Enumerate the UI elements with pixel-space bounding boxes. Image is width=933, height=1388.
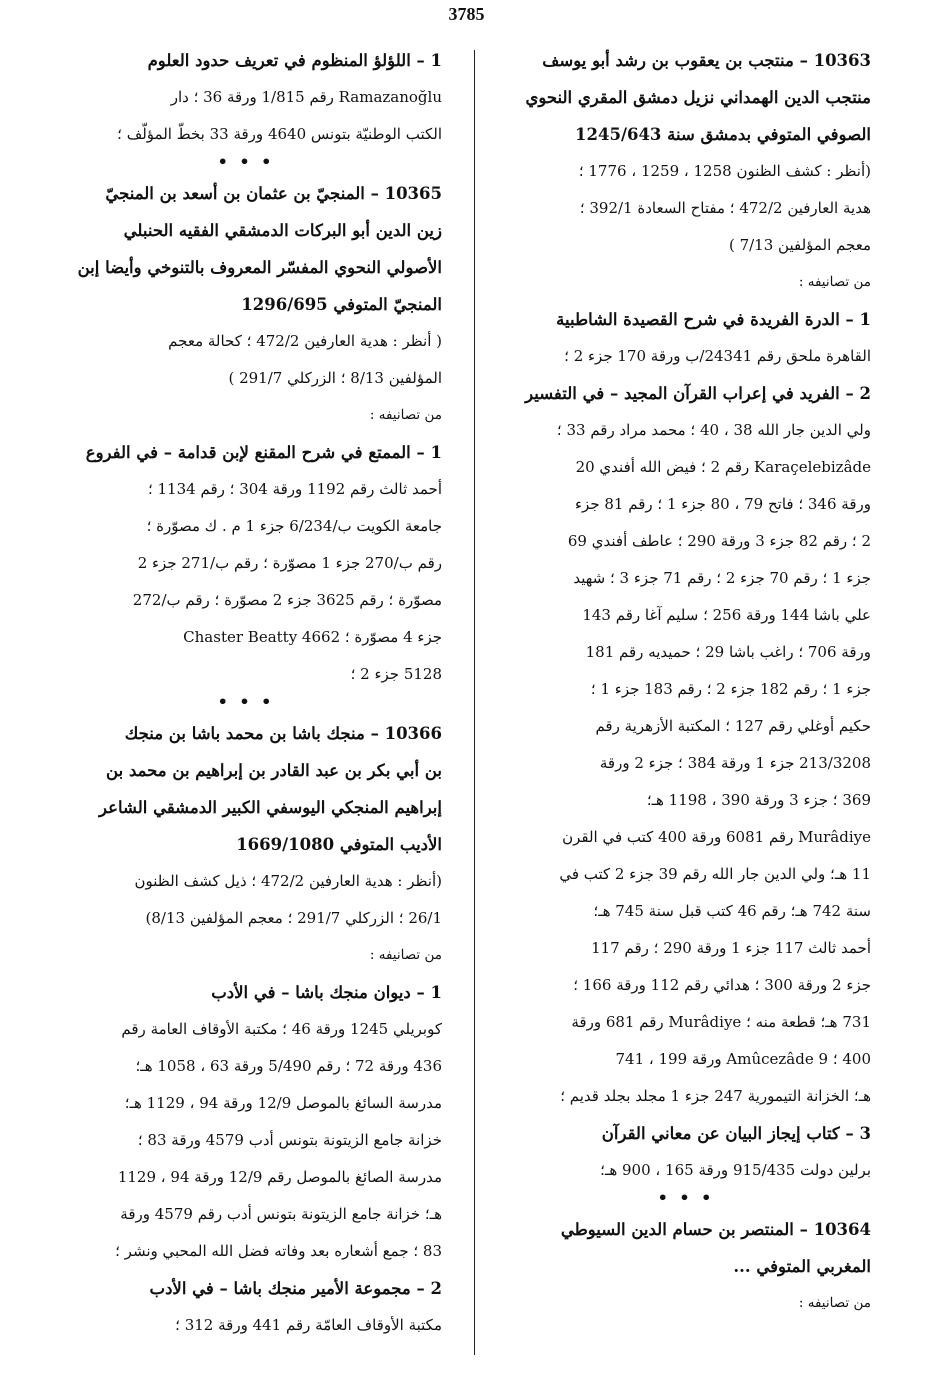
entry-heading-line: 1 – الدرة الفريدة في شرح القصيدة الشاطبية — [556, 310, 871, 329]
entry-text-line: ورقة 346 ؛ فاتح 79 ، 80 جزء 1 ؛ رقم 81 جزء — [575, 495, 871, 513]
entry-text-line: المؤلفين 8/13 ؛ الزركلي 291/7 ) — [228, 369, 442, 387]
entry-text-line: 213/3208 جزء 1 ورقة 384 ؛ جزء 2 ورقة — [599, 754, 871, 772]
page-number: 3785 — [448, 4, 485, 24]
entry-heading-line: إبراهيم المنجكي اليوسفي الكبير الدمشقي الشاعر — [99, 798, 442, 817]
entry-text-line: رقم ب/270 جزء 1 مصوّرة ؛ رقم ب/271 جزء 2 — [137, 554, 442, 572]
entry-heading-line: المغربي المتوفي ... — [733, 1257, 871, 1276]
entry-text-line: جزء 1 ؛ رقم 70 جزء 2 ؛ رقم 71 جزء 3 ؛ شهيد — [573, 569, 871, 587]
entry-text-line: أحمد ثالث رقم 1192 ورقة 304 ؛ رقم 1134 ؛ — [147, 480, 442, 498]
entry-heading-line: بن أبي بكر بن عبد القادر بن إبراهيم بن محمد بن — [106, 761, 442, 780]
entry-heading-line: زين الدين أبو البركات الدمشقي الفقيه الحنبلي — [123, 221, 442, 240]
entry-heading-line: 3 – كتاب إيجاز البيان عن معاني القرآن — [601, 1124, 871, 1143]
entry-text-line: 11 هـ؛ ولي الدين جار الله رقم 39 جزء 2 كتب في — [559, 865, 871, 883]
entry-text-line: (أنظر : هدية العارفين 472/2 ؛ ذيل كشف الظنون — [134, 872, 442, 890]
column-divider — [474, 50, 475, 1355]
entry-text-line: ( أنظر : هدية العارفين 472/2 ؛ كحالة معجم — [168, 332, 442, 350]
entry-heading-line: 10365 – المنجيّ بن عثمان بن أسعد بن المنجيّ — [105, 184, 442, 203]
entry-text-line: مصوّرة ؛ رقم 3625 جزء 2 مصوّرة ؛ رقم ب/272 — [132, 591, 442, 609]
entry-heading-line: الأصولي النحوي المفسّر المعروف بالتنوخي وأيضا إبن — [77, 258, 442, 277]
left-column — [50, 42, 442, 1344]
entry-text-line: مكتبة الأوقاف العامّة رقم 441 ورقة 312 ؛ — [175, 1316, 442, 1334]
entry-text-line: جزء 2 ورقة 300 ؛ هدائي رقم 112 ورقة 166 ؛ — [573, 976, 871, 994]
entry-text-line: مدرسة السائغ بالموصل 12/9 ورقة 94 ، 1129 هـ؛ — [124, 1094, 442, 1112]
entry-text-line: هـ؛ الخزانة التيمورية 247 جزء 1 مجلد بجلد قديم ؛ — [560, 1087, 871, 1105]
entry-text-line: أحمد ثالث 117 جزء 1 ورقة 290 ؛ رقم 117 — [591, 939, 871, 957]
entry-text-line: هـ؛ خزانة جامع الزيتونة بتونس أدب رقم 4579 ورقة — [120, 1205, 442, 1223]
entry-text-line: 731 هـ؛ قطعة منه ؛ Murâdiye رقم 681 ورقة — [571, 1013, 871, 1031]
entry-text-line: جامعة الكويت ب/6/234 جزء 1 م . ك مصوّرة ؛ — [146, 517, 442, 535]
entry-text-line: 400 ؛ Amûcezâde 9 ورقة 199 ، 741 — [615, 1050, 871, 1068]
entry-text-line: جزء 1 ؛ رقم 182 جزء 2 ؛ رقم 183 جزء 1 ؛ — [590, 680, 871, 698]
entry-text-line: Ramazanoğlu رقم 1/815 ورقة 36 ؛ دار — [170, 88, 442, 106]
entry-heading-line: الصوفي المتوفي بدمشق سنة 1245/643 — [575, 125, 871, 144]
entry-text-line: (أنظر : كشف الظنون 1258 ، 1259 ، 1776 ؛ — [578, 162, 871, 180]
entry-text-line: القاهرة ملحق رقم 24341/ب ورقة 170 جزء 2 ؛ — [564, 347, 871, 365]
entry-text-line: 83 ؛ جمع أشعاره بعد وفاته فضل الله المحبي ونشر ؛ — [115, 1242, 442, 1260]
right-column — [501, 42, 871, 1322]
entry-separator: • • • — [657, 1189, 715, 1207]
entry-heading-line: الأديب المتوفي 1669/1080 — [236, 835, 442, 854]
entry-text-line: 2 ؛ رقم 82 جزء 3 ورقة 290 ؛ عاطف أفندي 69 — [567, 532, 871, 550]
entry-text-line: الكتب الوطنيّة بتونس 4640 ورقة 33 بخطّ المؤلّف ؛ — [117, 125, 442, 143]
entry-heading-line: 2 – مجموعة الأمير منجك باشا – في الأدب — [149, 1279, 442, 1298]
entry-text-line: جزء 4 مصوّرة ؛ Chaster Beatty 4662 — [183, 628, 442, 646]
entry-text-line: ورقة 706 ؛ راغب باشا 29 ؛ حميديه رقم 181 — [585, 643, 871, 661]
entry-heading-line: 10366 – منجك باشا بن محمد باشا بن منجك — [124, 724, 442, 743]
entry-text-line: 5128 جزء 2 ؛ — [350, 665, 442, 683]
entry-text-line: 436 ورقة 72 ؛ رقم 5/490 ورقة 63 ، 1058 هـ؛ — [135, 1057, 442, 1075]
entry-text-line: 369 ؛ جزء 3 ورقة 390 ، 1198 هـ؛ — [646, 791, 871, 809]
entry-text-line: Karaçelebizâde رقم 2 ؛ فيض الله أفندي 20 — [575, 458, 871, 476]
entry-heading-line: منتجب الدين الهمداني نزيل دمشق المقري النحوي — [525, 88, 871, 107]
entry-text-line: من تصانيفه : — [798, 274, 871, 290]
entry-heading-line: 2 – الفريد في إعراب القرآن المجيد – في التفسير — [525, 384, 871, 403]
entry-text-line: علي باشا 144 ورقة 256 ؛ سليم آغا رقم 143 — [582, 606, 871, 624]
entry-heading-line: 10363 – منتجب بن يعقوب بن رشد أبو يوسف — [542, 51, 871, 70]
entry-separator: • • • — [217, 153, 275, 171]
entry-text-line: مدرسة الصائغ بالموصل رقم 12/9 ورقة 94 ، 1129 — [117, 1168, 442, 1186]
entry-text-line: معجم المؤلفين 7/13 ) — [728, 236, 871, 254]
entry-separator: • • • — [217, 693, 275, 711]
entry-text-line: سنة 742 هـ؛ رقم 46 كتب قبل سنة 745 هـ؛ — [593, 902, 871, 920]
entry-text-line: من تصانيفه : — [369, 407, 442, 423]
entry-heading-line: 1 – الممتع في شرح المقنع لإبن قدامة – في الفروع — [85, 443, 442, 462]
entry-text-line: خزانة جامع الزيتونة بتونس أدب 4579 ورقة 83 ؛ — [137, 1131, 442, 1149]
entry-text-line: ولي الدين جار الله 38 ، 40 ؛ محمد مراد رقم 33 ؛ — [556, 421, 871, 439]
entry-text-line: برلين دولت 915/435 ورقة 165 ، 900 هـ؛ — [600, 1161, 871, 1179]
entry-text-line: Murâdiye رقم 6081 ورقة 400 كتب في القرن — [562, 828, 871, 846]
entry-text-line: من تصانيفه : — [369, 947, 442, 963]
entry-heading-line: 1 – ديوان منجك باشا – في الأدب — [211, 983, 442, 1002]
entry-text-line: كوبريلي 1245 ورقة 46 ؛ مكتبة الأوقاف العامة رقم — [121, 1020, 442, 1038]
entry-heading-line: المنجيّ المتوفي 1296/695 — [241, 295, 442, 314]
entry-text-line: هدية العارفين 472/2 ؛ مفتاح السعادة 392/1 ؛ — [579, 199, 871, 217]
entry-text-line: من تصانيفه : — [798, 1295, 871, 1311]
entry-text-line: حكيم أوغلي رقم 127 ؛ المكتبة الأزهرية رقم — [595, 717, 871, 735]
entry-text-line: 26/1 ؛ الزركلي 291/7 ؛ معجم المؤلفين 8/13) — [145, 909, 442, 927]
entry-heading-line: 10364 – المنتصر بن حسام الدين السيوطي — [560, 1220, 871, 1239]
entry-heading-line: 1 – اللؤلؤ المنظوم في تعريف حدود العلوم — [147, 51, 442, 70]
